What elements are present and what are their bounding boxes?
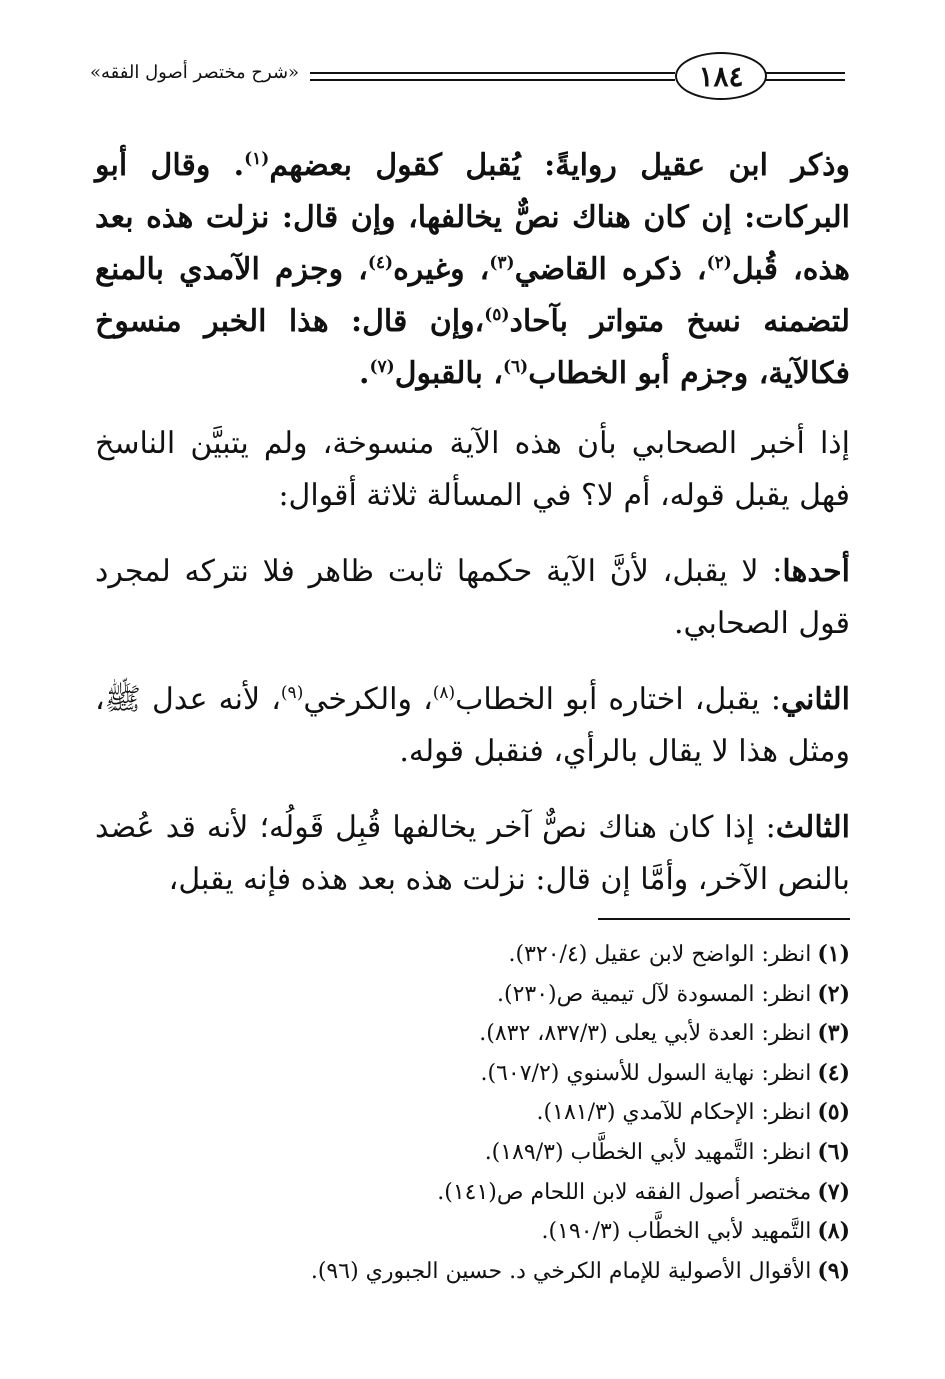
- footnote-ref-4[interactable]: (٤): [367, 253, 394, 273]
- intro-text-4: ، وغيره: [393, 252, 490, 287]
- opinion-2-text-1: : يقبل، اختاره أبو الخطاب: [455, 682, 781, 717]
- footnote-item: [95, 1133, 850, 1173]
- intro-text-8: .: [359, 356, 370, 391]
- footnote-number: (٢): [817, 980, 850, 1007]
- footnote-text: انظر: المسودة لآل تيمية ص(٢٣٠).: [497, 981, 812, 1007]
- footnote-ref-1[interactable]: (١): [244, 149, 270, 169]
- intro-text-7: ، بالقبول: [394, 356, 503, 391]
- footnote-ref-6[interactable]: (٦): [502, 357, 529, 377]
- footnote-text: انظر: نهاية السول للأسنوي (٦٠٧/٢).: [480, 1060, 812, 1086]
- intro-text-5: ، وجزم الآمدي بالمنع لتضمنه نسخ متواتر بآحاد: [95, 252, 850, 339]
- main-body: [95, 418, 850, 930]
- intro-text-2: . وقال أبو البركات: إن كان هناك نصٌّ يخالفها، وإن قال: نزلت هذه بعد هذه، قُبل: [95, 148, 850, 287]
- footnote-item: [95, 1252, 850, 1292]
- opinion-2-text-2: ، والكرخي: [303, 682, 433, 717]
- footnote-text: انظر: الواضح لابن عقيل (٣٢٠/٤).: [508, 942, 812, 967]
- intro-text-6: ،وإن قال: هذا الخبر منسوخ فكالآية، وجزم أبو الخطاب: [95, 304, 850, 391]
- footnote-number: (١): [817, 941, 850, 967]
- footnote-ref-8[interactable]: (٨): [432, 683, 456, 703]
- footnote-item: [95, 1093, 850, 1133]
- intro-text-1: وذكر ابن عقيل روايةً: يُقبل كقول بعضهم: [269, 148, 851, 183]
- footnote-text: مختصر أصول الفقه لابن اللحام ص(١٤١).: [437, 1179, 812, 1205]
- header-rule-top-left: [310, 72, 675, 74]
- footnote-ref-2[interactable]: (٢): [706, 253, 732, 273]
- intro-text-3: ، ذكره القاضي: [514, 252, 707, 287]
- footnote-number: (٥): [817, 1099, 850, 1126]
- footnote-ref-5[interactable]: (٥): [484, 305, 510, 325]
- running-title: «شرح مختصر أصول الفقه»: [90, 62, 300, 83]
- footnote-list: [95, 935, 850, 1291]
- footnote-number: (٨): [817, 1218, 850, 1245]
- footnote-number: (٦): [817, 1138, 850, 1165]
- footnote-number: (٤): [817, 1059, 850, 1086]
- footnotes-section: [95, 935, 850, 1291]
- page-number: ١٨٤: [675, 52, 767, 100]
- question-paragraph: إذا أخبر الصحابي بأن هذه الآية منسوخة، ولم يتبيَّن الناسخ فهل يقبل قوله، أم لا؟ في المسألة ثلاثة أقوال:: [95, 426, 850, 513]
- footnote-item: [95, 1014, 850, 1054]
- footnote-number: (٣): [817, 1020, 850, 1047]
- opinion-3-paragraph: [95, 802, 850, 906]
- footnote-item: [95, 935, 850, 975]
- opinion-2-paragraph: [95, 674, 850, 778]
- footnote-text: التَّمهيد لأبي الخطَّاب (١٩٠/٣).: [541, 1219, 812, 1245]
- footnote-number: (٩): [817, 1257, 850, 1284]
- intro-paragraph: [95, 140, 850, 400]
- opinion-2-text-3: ، لأنه عدل ﷺ، ومثل هذا لا يقال بالرأي، فنقبل قوله.: [95, 682, 850, 769]
- header-rule-bottom-left: [310, 79, 675, 81]
- opinion-2-lead: الثاني: [780, 682, 850, 717]
- footnote-text: انظر: العدة لأبي يعلى (٨٣٧/٣، ٨٣٢).: [479, 1021, 812, 1047]
- opinion-1-text: : لا يقبل، لأنَّ الآية حكمها ثابت ظاهر فلا نتركه لمجرد قول الصحابي.: [95, 554, 850, 641]
- footnote-separator: [598, 918, 850, 920]
- footnote-ref-3[interactable]: (٣): [489, 253, 515, 273]
- opinion-3-lead: الثالث: [775, 810, 850, 845]
- header-rule-bottom-right: [765, 79, 845, 81]
- opinion-1-paragraph: [95, 546, 850, 650]
- footnote-number: (٧): [817, 1178, 850, 1205]
- page-header: [90, 48, 850, 108]
- footnote-ref-9[interactable]: (٩): [280, 683, 304, 703]
- footnote-item: [95, 1173, 850, 1213]
- footnote-text: الأقوال الأصولية للإمام الكرخي د. حسين الجبوري (٩٦).: [310, 1258, 812, 1284]
- opinion-1-lead: أحدها: [782, 554, 850, 589]
- footnote-item: [95, 1054, 850, 1094]
- footnote-text: انظر: التَّمهيد لأبي الخطَّاب (١٨٩/٣).: [484, 1139, 812, 1165]
- footnote-ref-7[interactable]: (٧): [369, 357, 395, 377]
- opinion-3-text: : إذا كان هناك نصٌّ آخر يخالفها قُبِل قَولُه؛ لأنه قد عُضد بالنص الآخر، وأمَّا إن قال: نزلت هذه بعد هذه فإنه يقبل،: [95, 810, 850, 897]
- header-rule-top-right: [765, 72, 845, 74]
- footnote-text: انظر: الإحكام للآمدي (١٨١/٣).: [536, 1100, 812, 1126]
- footnote-item: [95, 975, 850, 1015]
- footnote-item: [95, 1212, 850, 1252]
